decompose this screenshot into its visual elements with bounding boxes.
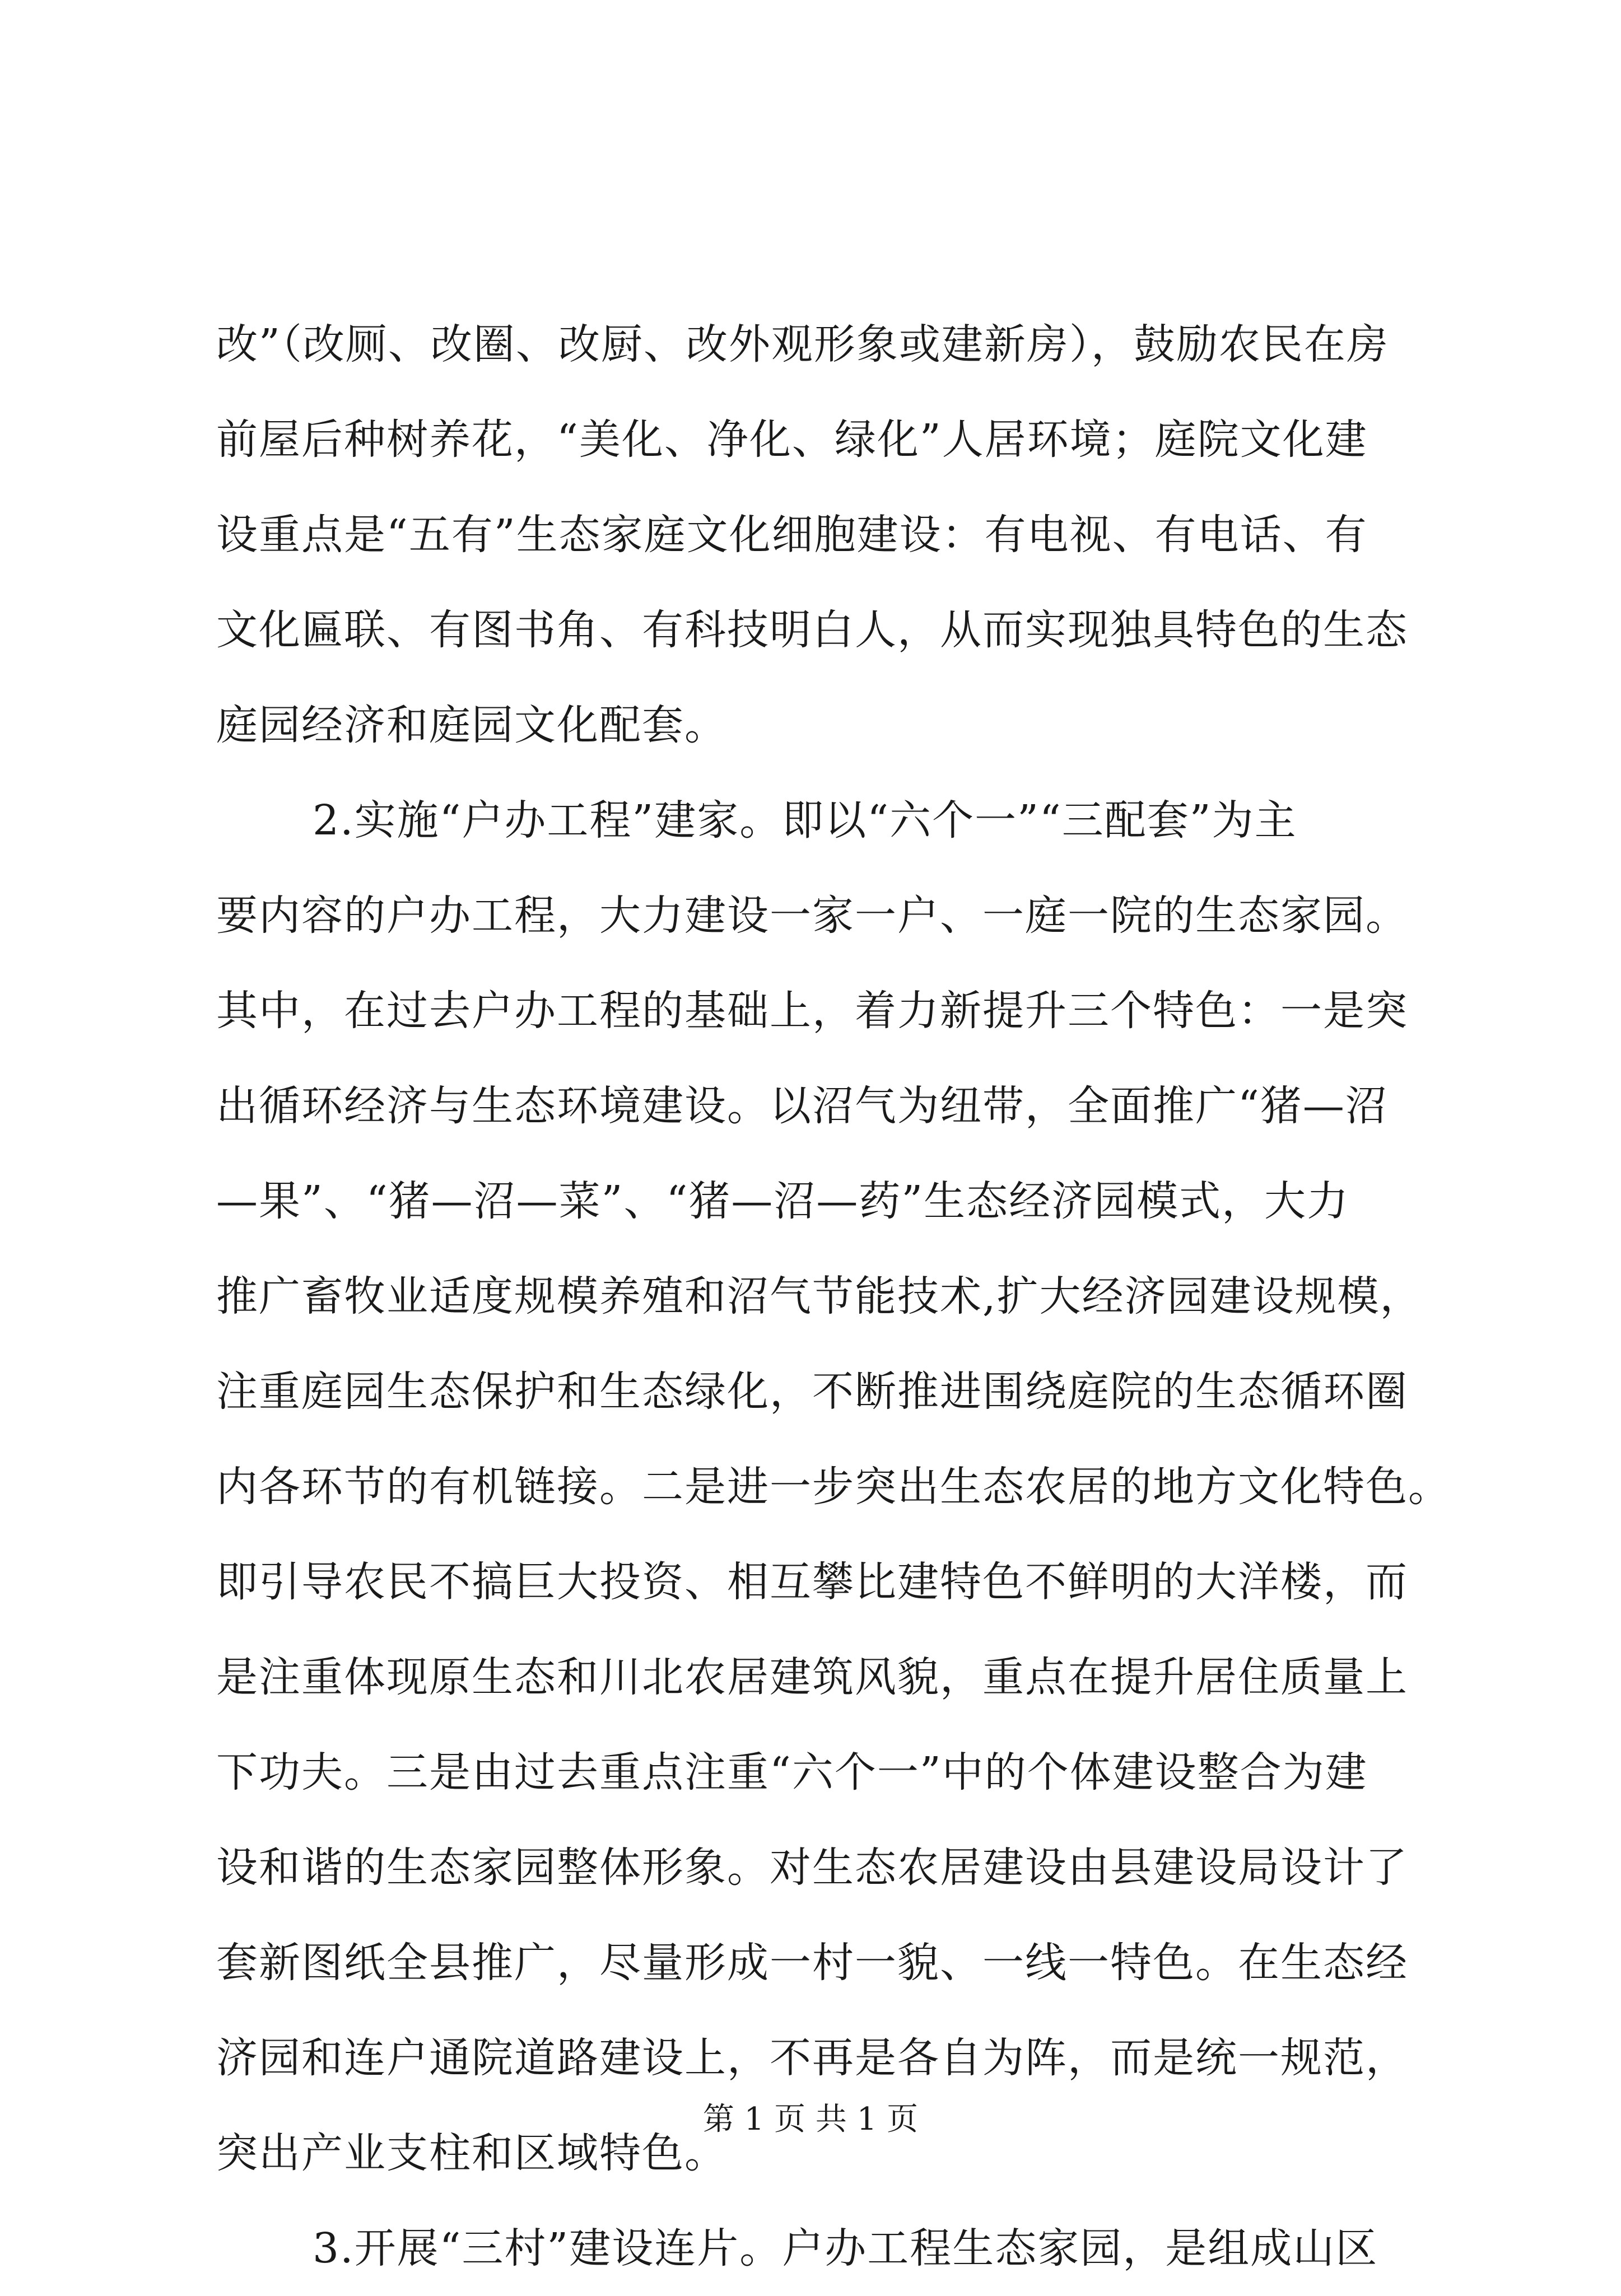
text-line: —果”、“猪—沼—菜”、“猪—沼—药”生态经济园模式，大力	[216, 1177, 1350, 1225]
text-line: 突出产业支柱和区域特色。	[216, 2129, 727, 2177]
text-line: 设和谐的生态家园整体形象。对生态农居建设由县建设局设计了	[216, 1844, 1408, 1892]
text-line: 要内容的户办工程，大力建设一家一户、一庭一院的生态家园。	[216, 892, 1408, 940]
text-line: 即引导农民不搞巨大投资、相互攀比建特色不鲜明的大洋楼，而	[216, 1558, 1408, 1606]
text-line: 推广畜牧业适度规模养殖和沼气节能技术,扩大经济园建设规模，	[216, 1272, 1423, 1320]
text-line: 内各环节的有机链接。二是进一步突出生态农居的地方文化特色。	[216, 1463, 1451, 1511]
text-line: 是注重体现原生态和川北农居建筑风貌，重点在提升居住质量上	[216, 1653, 1408, 1701]
text-line: 庭园经济和庭园文化配套。	[216, 701, 727, 749]
text-line: 设重点是“五有”生态家庭文化细胞建设：有电视、有电话、有	[216, 511, 1368, 559]
paragraph-start-line: 3.开展“三村”建设连片。户办工程生态家园，是组成山区	[313, 2224, 1378, 2272]
text-line: 下功夫。三是由过去重点注重“六个一”中的个体建设整合为建	[216, 1748, 1368, 1796]
text-line: 改”（改厕、改圈、改厨、改外观形象或建新房），鼓励农民在房	[216, 320, 1389, 368]
text-line: 济园和连户通院道路建设上，不再是各自为阵，而是统一规范，	[216, 2034, 1408, 2082]
text-line: 套新图纸全县推广，尽量形成一村一貌、一线一特色。在生态经	[216, 1939, 1408, 1987]
text-line: 出循环经济与生态环境建设。以沼气为纽带，全面推广“猪—沼	[216, 1082, 1388, 1130]
text-line: 文化匾联、有图书角、有科技明白人，从而实现独具特色的生态	[216, 606, 1408, 654]
paragraph-start-line: 2.实施“户办工程”建家。即以“六个一”“三配套”为主	[313, 796, 1297, 844]
text-line: 注重庭园生态保护和生态绿化，不断推进围绕庭院的生态循环圈	[216, 1368, 1408, 1416]
body-text	[216, 297, 1451, 2296]
page-footer: 第 1 页 共 1 页	[702, 2101, 919, 2138]
text-line: 前屋后种树养花，“美化、净化、绿化”人居环境；庭院文化建	[216, 416, 1368, 464]
text-line: 其中，在过去户办工程的基础上，着力新提升三个特色：一是突	[216, 987, 1408, 1035]
